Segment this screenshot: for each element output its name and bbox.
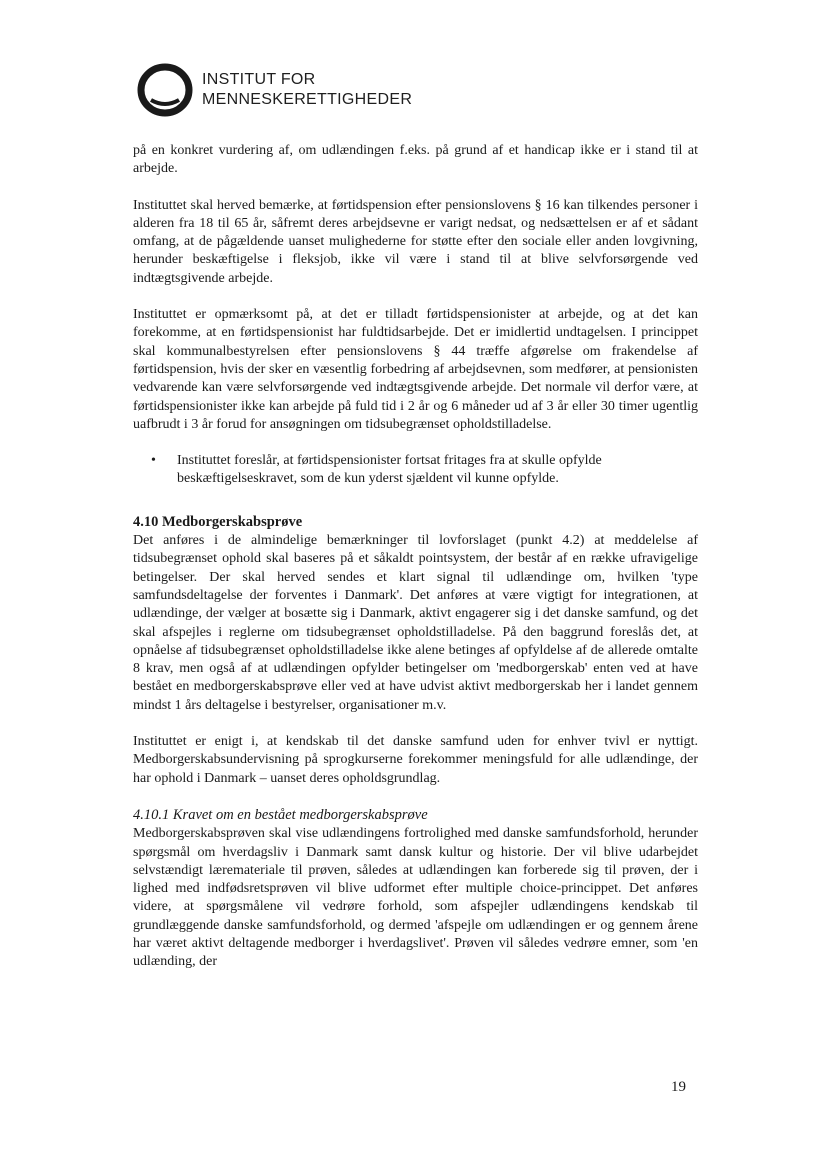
bullet-text: Instituttet foreslår, at førtidspensionister fortsat fritages fra at skulle opfylde beskæftigelseskravet, som de kun yderst sjældent vil kunne opfylde. (177, 453, 602, 487)
document-body (133, 142, 698, 990)
organization-name-line2: MENNESKERETTIGHEDER (202, 91, 413, 108)
organization-name-line1: INSTITUT FOR (202, 71, 316, 88)
page-number: 19 (671, 1079, 686, 1095)
paragraph: Medborgerskabsprøven skal vise udlændingens fortrolighed med danske samfundsforhold, herunder spørgsmål om hverdagsliv i Danmark samt dansk kultur og historie. Der vil blive udarbejdet selvstændigt læremateriale til prøven, således at udlændingen kan forberede sig til prøven, der i lighed med indfødsretsprøven vil blive udformet efter multiple choice-princippet. Det anføres videre, at spørgsmålene vil vedrøre forhold, som afspejler udlændingens kendskab til grundlæggende danske samfundsforhold, og dermed 'afspejle om udlændingen er og gennem årene har været aktivt deltagende medborger i hverdagslivet'. Prøven vil således vedrøre emner, som 'en udlænding, der (133, 826, 698, 970)
logo-ring-icon (137, 62, 193, 118)
institute-logo (137, 62, 412, 118)
paragraph: Det anføres i de almindelige bemærkninger til lovforslaget (punkt 4.2) at meddelelse af tidsubegrænset ophold skal baseres på et såkaldt pointsystem, der består af en række ufravigelige betingelser. Der skal herved sendes et klart signal til udlændinge om, hvilken 'type samfundsdeltagelse der forventes i Danmark'. Det anføres at være vigtigt for integrationen, at udlændinge, der vælger at bosætte sig i Danmark, aktivt engagerer sig i det danske samfund, og det skal afspejles i reglerne om tidsubegrænset opholdstilladelse. På den baggrund foreslås det, at opnåelse af tidsubegrænset opholdstilladelse ikke alene betinges af opfyldelse af de allerede omtalte 8 krav, men også af at udlændingen opfylder betingelser om 'medborgerskab' enten ved at have bestået en medborgerskabsprøve eller ved at have udvist aktivt medborgerskab her i landet gennem mindst 1 års deltagelse i bestyrelser, organisationer m.v. (133, 533, 698, 713)
paragraph: på en konkret vurdering af, om udlændingen f.eks. på grund af et handicap ikke er i stand til at arbejde. (133, 143, 698, 177)
subsection-heading: 4.10.1 Kravet om en bestået medborgerskabsprøve (133, 806, 428, 823)
bullet-icon: • (151, 453, 156, 469)
paragraph: Instituttet skal herved bemærke, at førtidspension efter pensionslovens § 16 kan tilkendes personer i alderen fra 18 til 65 år, såfremt deres arbejdsevne er varigt nedsat, og nedsættelsen er af et sådant omfang, at de pågældende uanset mulighederne for støtte efter den sociale eller anden lovgivning, herunder beskæftigelse i fleksjob, ikke vil være i stand til at blive selvforsørgende ved indtægtsgivende arbejde. (133, 197, 698, 286)
paragraph: Instituttet er opmærksomt på, at det er tilladt førtidspensionister at arbejde, og at det kan forekomme, at en førtidspensionist har fuldtidsarbejde. Det er imidlertid undtagelsen. I princippet skal kommunalbestyrelsen efter pensionslovens § 44 træffe afgørelse om frakendelse af førtidspension, hvis der sker en væsentlig forbedring af arbejdsevnen, som medfører, at pensionisten vedvarende kan være selvforsørgende ved indtægtsgivende arbejde. Det normale vil derfor være, at førtidspensionister ikke kan arbejde på fuld tid i 2 år og 6 måneder ud af 3 år eller 30 timer ugentlig uafbrudt i 3 år forud for ansøgningen om tidsubegrænset opholdstilladelse. (133, 307, 698, 432)
organization-name (202, 70, 412, 110)
section-heading: 4.10 Medborgerskabsprøve (133, 513, 303, 530)
paragraph: Instituttet er enigt i, at kendskab til det danske samfund uden for enhver tvivl er nyttigt. Medborgerskabsundervisning på sprogkurserne forekommer meningsfuld for alle udlændinge, der har ophold i Danmark – uanset deres opholdsgrundlag. (133, 734, 698, 786)
recommendation-bullet (151, 452, 698, 489)
